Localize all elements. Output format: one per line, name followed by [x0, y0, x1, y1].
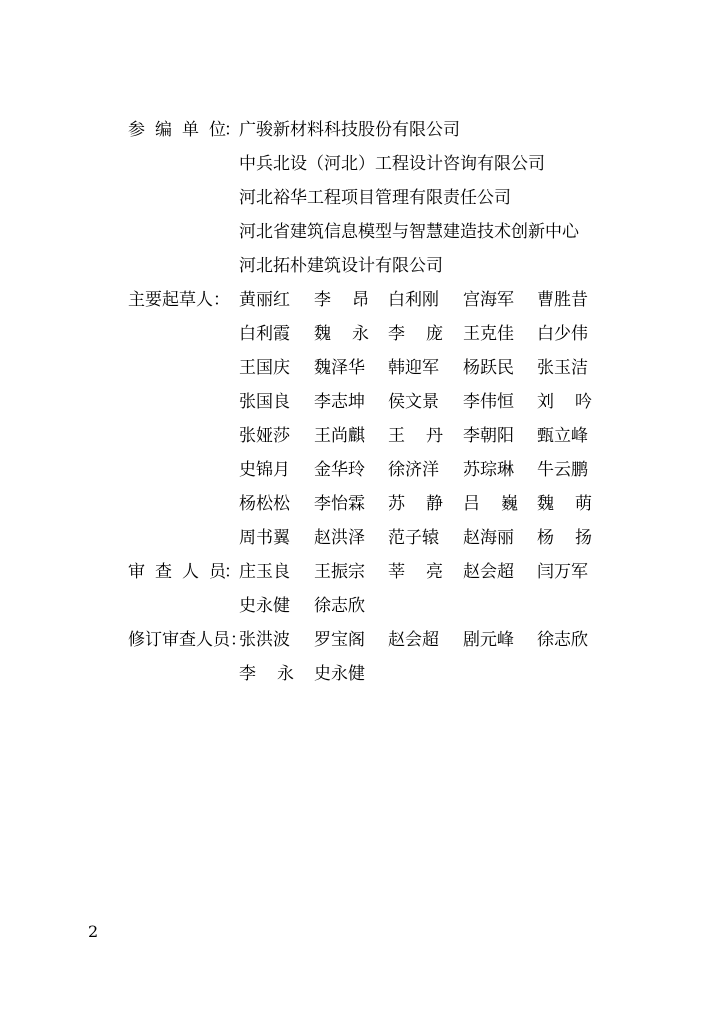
person-name: 吕 巍 [463, 494, 518, 514]
person-name: 赵海丽 [463, 528, 514, 548]
unit-name: 河北省建筑信息模型与智慧建造技术创新中心 [239, 222, 579, 242]
person-name: 李 永 [239, 664, 294, 684]
person-name: 牛云鹏 [537, 460, 588, 480]
label-main-drafters: 主要起草人： [128, 290, 230, 310]
name-row [128, 419, 648, 453]
person-name: 赵洪泽 [314, 528, 365, 548]
person-name: 张国良 [239, 392, 290, 412]
person-name: 李怡霖 [314, 494, 365, 514]
person-name: 白少伟 [537, 324, 588, 344]
person-name: 魏 萌 [537, 494, 592, 514]
person-name: 王国庆 [239, 358, 290, 378]
person-name: 韩迎军 [388, 358, 439, 378]
person-name: 李朝阳 [463, 426, 514, 446]
person-name: 张洪波 [239, 630, 290, 650]
person-name: 侯文景 [388, 392, 439, 412]
person-name: 史永健 [239, 596, 290, 616]
name-row [128, 351, 648, 385]
person-name: 杨 扬 [537, 528, 592, 548]
person-name: 徐志欣 [314, 596, 365, 616]
unit-name: 广骏新材料科技股份有限公司 [239, 120, 460, 140]
person-name: 王克佳 [463, 324, 514, 344]
person-name: 莘 亮 [388, 562, 443, 582]
person-name: 王振宗 [314, 562, 365, 582]
person-name: 宫海军 [463, 290, 514, 310]
person-name: 白利霞 [239, 324, 290, 344]
person-name: 王 丹 [388, 426, 443, 446]
person-name: 曹胜昔 [537, 290, 588, 310]
person-name: 赵会超 [463, 562, 514, 582]
person-name: 李 昂 [314, 290, 369, 310]
person-name: 甄立峰 [537, 426, 588, 446]
section-participating-units: 参 编 单 位 ： 广骏新材料科技股份有限公司 中兵北设（河北）工程设计咨询有限公司 河北裕华工程项目管理有限责任公司 河北省建筑信息模型与智慧建造技术创新中心 河北拓朴建筑设计有限公司 [128, 113, 648, 283]
name-row: 审 查 人 员 ： 庄玉良 王振宗 莘 亮 赵会超 闫万军 [128, 555, 648, 589]
person-name: 张玉洁 [537, 358, 588, 378]
unit-name: 中兵北设（河北）工程设计咨询有限公司 [239, 154, 545, 174]
person-name: 徐济洋 [388, 460, 439, 480]
person-name: 闫万军 [537, 562, 588, 582]
unit-name: 河北裕华工程项目管理有限责任公司 [239, 188, 511, 208]
person-name: 杨松松 [239, 494, 290, 514]
person-name: 杨跃民 [463, 358, 514, 378]
person-name: 张娅莎 [239, 426, 290, 446]
person-name: 史永健 [314, 664, 365, 684]
section-reviewers [128, 555, 648, 623]
label-revision-reviewers: 修订审查人员： [128, 630, 247, 650]
person-name: 罗宝阁 [314, 630, 365, 650]
name-row [128, 385, 648, 419]
person-name: 徐志欣 [537, 630, 588, 650]
person-name: 李伟恒 [463, 392, 514, 412]
name-row [128, 317, 648, 351]
name-row [128, 589, 648, 623]
section-revision-reviewers [128, 623, 648, 691]
person-name: 李志坤 [314, 392, 365, 412]
person-name: 金华玲 [314, 460, 365, 480]
name-row [128, 623, 648, 657]
person-name: 庄玉良 [239, 562, 290, 582]
person-name: 剧元峰 [463, 630, 514, 650]
person-name: 刘 吟 [537, 392, 592, 412]
unit-name: 河北拓朴建筑设计有限公司 [239, 256, 443, 276]
name-row [128, 487, 648, 521]
page-number: 2 [88, 922, 99, 941]
person-name: 苏琮琳 [463, 460, 514, 480]
name-row [128, 521, 648, 555]
person-name: 史锦月 [239, 460, 290, 480]
name-row [128, 657, 648, 691]
person-name: 魏 永 [314, 324, 369, 344]
section-main-drafters [128, 283, 648, 555]
person-name: 魏泽华 [314, 358, 365, 378]
person-name: 白利刚 [388, 290, 439, 310]
person-name: 黄丽红 [239, 290, 290, 310]
person-name: 范子辕 [388, 528, 439, 548]
person-name: 赵会超 [388, 630, 439, 650]
person-name: 李 庞 [388, 324, 443, 344]
person-name: 苏 静 [388, 494, 443, 514]
name-row [128, 453, 648, 487]
name-row [128, 283, 648, 317]
person-name: 王尚麒 [314, 426, 365, 446]
person-name: 周书翼 [239, 528, 290, 548]
